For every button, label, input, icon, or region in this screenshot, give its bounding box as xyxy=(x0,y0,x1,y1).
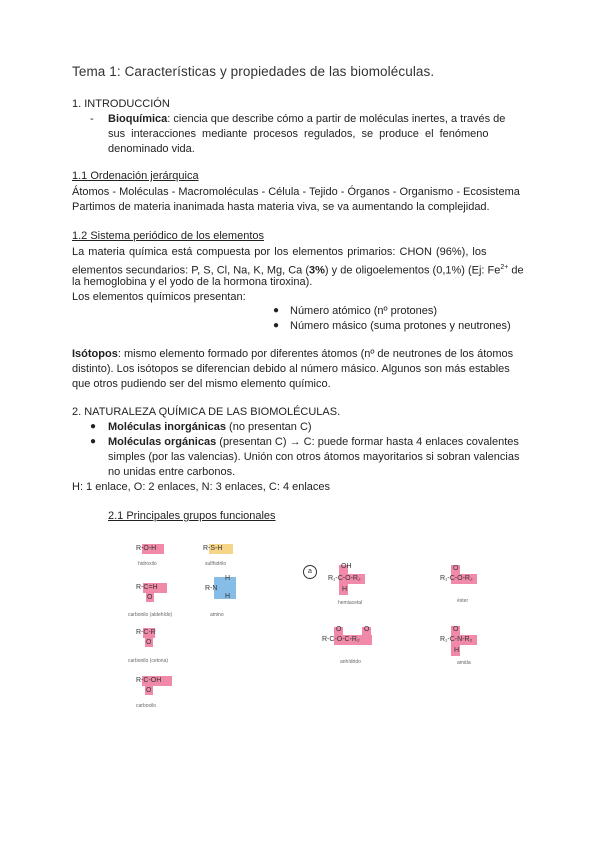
formula-cetona-o: O xyxy=(146,639,152,646)
s11-heading: 1.1 Ordenación jerárquica xyxy=(72,170,199,182)
formula-amida: R₁-C-N-R₂ xyxy=(440,636,473,643)
formula-carboxilo: R-C-OH xyxy=(136,677,162,684)
formula-hemiacetal-h: H xyxy=(342,586,348,593)
formula-amino: R-N xyxy=(205,585,218,592)
intro-definition-line3: denominado vida. xyxy=(108,143,195,155)
formula-ester: R₁-C-O-R₂ xyxy=(440,575,473,582)
s2-bullet-2-line2: simples (por las valencias). Unión con otros átomos mayoritarios si sobran valencias xyxy=(108,451,520,463)
bioquimica-term: Bioquímica xyxy=(108,113,168,125)
formula-carboxilo-o: O xyxy=(146,687,152,694)
formula-amida-h: H xyxy=(454,647,460,654)
isotopos-line3: que otros pudiendo ser del mismo elemento químico. xyxy=(72,378,331,390)
isotopos-line2: distinto). Los isótopos se diferencian debido al número másico. Algunos son más estables xyxy=(72,363,510,375)
caption-aldehido: carbonilo (aldehído) xyxy=(128,612,173,618)
intro-dash: - xyxy=(90,113,94,125)
bullet-icon: ● xyxy=(90,421,97,432)
intro-definition-line1: Bioquímica: ciencia que describe cómo a partir de moléculas inertes, a través de xyxy=(108,113,506,125)
formula-aldehido: R-C=H xyxy=(136,584,158,591)
s12-line1: La materia química está compuesta por los elementos primarios: CHON (96%), los xyxy=(72,246,487,258)
formula-hemiacetal: R₁-C-O-R₂ xyxy=(328,575,361,582)
caption-anhidrido: anhídrido xyxy=(340,659,361,665)
s12-heading: 1.2 Sistema periódico de los elementos xyxy=(72,230,264,242)
intro-heading: 1. INTRODUCCIÓN xyxy=(72,98,170,110)
s2-bullet-2-line3: no unidas entre carbonos. xyxy=(108,466,236,478)
page-title: Tema 1: Características y propiedades de las biomoléculas. xyxy=(72,64,435,79)
caption-ester: éster xyxy=(457,598,469,604)
marker-a: a xyxy=(303,565,317,579)
formula-anhidrido-o2: O xyxy=(364,626,370,633)
caption-amida: amida xyxy=(457,660,471,666)
s12-bullet-2: Número másico (suma protones y neutrones) xyxy=(290,320,511,332)
formula-amino-h1: H xyxy=(225,575,231,582)
formula-hidroxilo: R-O-H xyxy=(136,545,157,552)
formula-anhidrido: R-C-O-C-R₂ xyxy=(322,636,360,643)
formula-sulfhidrilo: R-S-H xyxy=(203,545,223,552)
s12-bullet-1: Número atómico (nº protones) xyxy=(290,305,438,317)
formula-amida-o: O xyxy=(453,626,459,633)
s11-line2: Partimos de materia inanimada hasta materia viva, se va aumentando la complejidad. xyxy=(72,201,490,213)
s12-line3: la hemoglobina y el yodo de la hormona tiroxina). xyxy=(72,276,313,288)
s2-bullet-1: Moléculas inorgánicas (no presentan C) xyxy=(108,421,312,433)
s11-line1: Átomos - Moléculas - Macromoléculas - Célula - Tejido - Órganos - Organismo - Ecosistema xyxy=(72,186,520,198)
formula-aldehido-o: O xyxy=(147,594,153,601)
formula-anhidrido-o1: O xyxy=(336,626,342,633)
bullet-icon: ● xyxy=(273,320,280,331)
caption-amino: amino xyxy=(210,612,224,618)
caption-cetona: carbonilo (cetona) xyxy=(128,658,169,664)
caption-carboxilo: carboxilo xyxy=(136,703,157,709)
formula-hemiacetal-oh: OH xyxy=(341,563,352,570)
formula-cetona: R-C-R xyxy=(136,629,156,636)
s21-heading: 2.1 Principales grupos funcionales xyxy=(108,510,276,522)
s2-heading: 2. NATURALEZA QUÍMICA DE LAS BIOMOLÉCULAS. xyxy=(72,406,341,418)
bullet-icon: ● xyxy=(90,436,97,447)
enlaces-line: H: 1 enlace, O: 2 enlaces, N: 3 enlaces, C: 4 enlaces xyxy=(72,481,331,493)
bullet-icon: ● xyxy=(273,305,280,316)
caption-hemiacetal: hemiacetal xyxy=(338,600,363,606)
isotopos-line1: Isótopos: mismo elemento formado por diferentes átomos (nº de neutrones de los átomos xyxy=(72,348,514,360)
caption-sulfhidrilo: sulfhidrilo xyxy=(205,561,227,567)
s2-bullet-2-line1: Moléculas orgánicas (presentan C) → C: puede formar hasta 4 enlaces covalentes xyxy=(108,436,519,448)
intro-definition-line2: sus interacciones mediante procesos regulados, se produce el fenómeno xyxy=(108,128,489,140)
s12-line2: elementos secundarios: P, S, Cl, Na, K, Mg, Ca (3%) y de oligoelementos (0,1%) (Ej: $Fe^{2+}$ de xyxy=(72,264,524,277)
formula-amino-h2: H xyxy=(225,593,231,600)
caption-hidroxilo: hidroxilo xyxy=(138,561,157,567)
formula-ester-o: O xyxy=(453,565,459,572)
s12-line4: Los elementos químicos presentan: xyxy=(72,291,246,303)
